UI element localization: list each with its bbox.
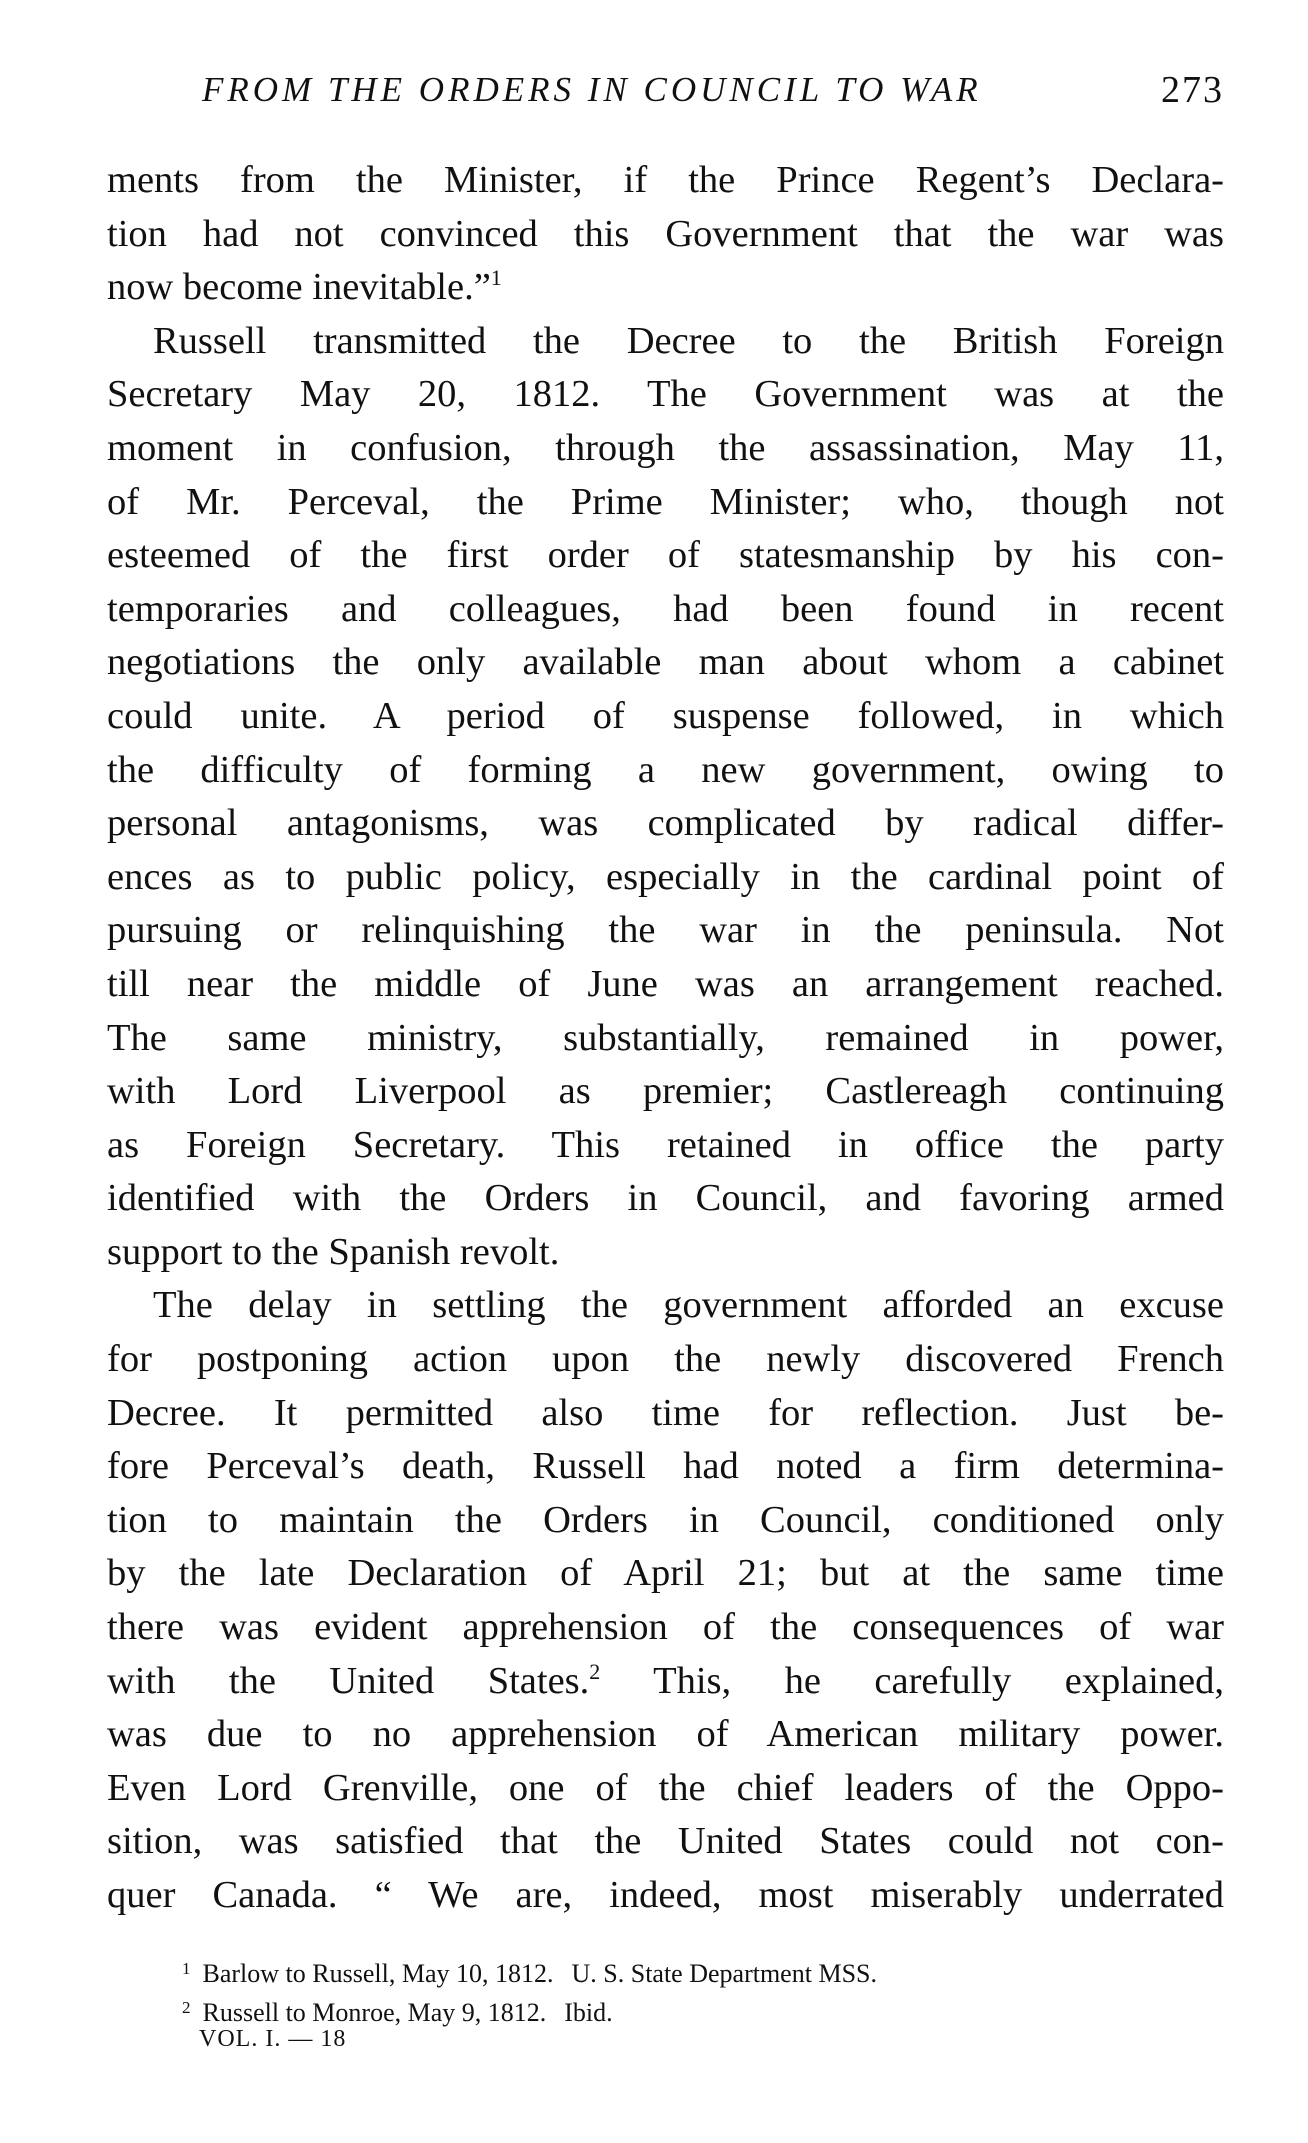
- text-line: could unite. A period of suspense followed, in which: [107, 694, 1224, 737]
- footnote-number: 1: [182, 1959, 191, 1978]
- footnote-1: [182, 1952, 877, 1991]
- footnote-source: U. S. State Department MSS.: [571, 1959, 877, 1988]
- text-fragment: This, he carefully explained,: [653, 1659, 1224, 1702]
- running-head: [107, 62, 1224, 112]
- text-line: tion had not convinced this Government that the war was: [107, 212, 1224, 255]
- text-line: Russell transmitted the Decree to the British Foreign: [153, 319, 1224, 362]
- page-number: 273: [1161, 69, 1224, 111]
- text-line: tion to maintain the Orders in Council, conditioned only: [107, 1498, 1224, 1541]
- text-line: esteemed of the first order of statesmanship by his con-: [107, 534, 1224, 577]
- text-line: as Foreign Secretary. This retained in office the party: [107, 1123, 1224, 1166]
- running-title: FROM THE ORDERS IN COUNCIL TO WAR: [202, 70, 982, 109]
- text-line: negotiations the only available man about whom a cabinet: [107, 641, 1224, 684]
- footnote-citation: Barlow to Russell, May 10, 1812.: [202, 1959, 554, 1988]
- text-line: with Lord Liverpool as premier; Castlereagh continuing: [107, 1070, 1224, 1113]
- body-text: [107, 154, 1224, 1923]
- signature-mark: VOL. I. — 18: [199, 2026, 347, 2052]
- text-line: [107, 1655, 1224, 1709]
- text-line: The delay in settling the government afforded an excuse: [153, 1284, 1224, 1327]
- footnote-citation: Russell to Monroe, May 9, 1812.: [202, 1998, 547, 2027]
- text-line: ments from the Minister, if the Prince Regent’s Declara-: [107, 159, 1224, 201]
- text-line: fore Perceval’s death, Russell had noted a firm determina-: [107, 1445, 1224, 1488]
- text-line: for postponing action upon the newly discovered French: [107, 1338, 1224, 1381]
- text-line: by the late Declaration of April 21; but at the same time: [107, 1552, 1224, 1595]
- footnote-number: 2: [182, 1998, 191, 2017]
- footnote-source: Ibid.: [564, 1998, 613, 2027]
- text-fragment: now become inevitable.”: [107, 266, 491, 309]
- text-line: identified with the Orders in Council, and favoring armed: [107, 1177, 1224, 1220]
- text-line: support to the Spanish revolt.: [107, 1230, 560, 1273]
- text-line: moment in confusion, through the assassination, May 11,: [107, 426, 1224, 469]
- text-fragment: with the United States.: [107, 1659, 590, 1702]
- text-line: ences as to public policy, especially in the cardinal point of: [107, 855, 1224, 898]
- text-line: there was evident apprehension of the consequences of war: [107, 1606, 1224, 1649]
- footnote-2: [182, 1991, 877, 2030]
- footnote-ref-2: 2: [589, 1658, 601, 1684]
- text-line: pursuing or relinquishing the war in the peninsula. Not: [107, 909, 1224, 952]
- text-line: sition, was satisfied that the United States could not con-: [107, 1820, 1224, 1863]
- text-line: Even Lord Grenville, one of the chief leaders of the Oppo-: [107, 1766, 1224, 1809]
- text-line: Decree. It permitted also time for reflection. Just be-: [107, 1391, 1224, 1434]
- text-line: [107, 261, 1224, 315]
- footnotes: [182, 1952, 877, 2030]
- footnote-ref-1: 1: [490, 265, 502, 291]
- text-line: was due to no apprehension of American military power.: [107, 1713, 1224, 1756]
- text-line: of Mr. Perceval, the Prime Minister; who, though not: [107, 480, 1224, 523]
- text-line: The same ministry, substantially, remained in power,: [107, 1016, 1224, 1059]
- text-line: quer Canada. “ We are, indeed, most miserably underrated: [107, 1874, 1224, 1916]
- text-line: Secretary May 20, 1812. The Government was at the: [107, 373, 1224, 416]
- text-line: the difficulty of forming a new government, owing to: [107, 748, 1224, 791]
- text-line: till near the middle of June was an arrangement reached.: [107, 962, 1224, 1005]
- text-line: temporaries and colleagues, had been found in recent: [107, 587, 1224, 630]
- text-line: personal antagonisms, was complicated by radical differ-: [107, 802, 1224, 845]
